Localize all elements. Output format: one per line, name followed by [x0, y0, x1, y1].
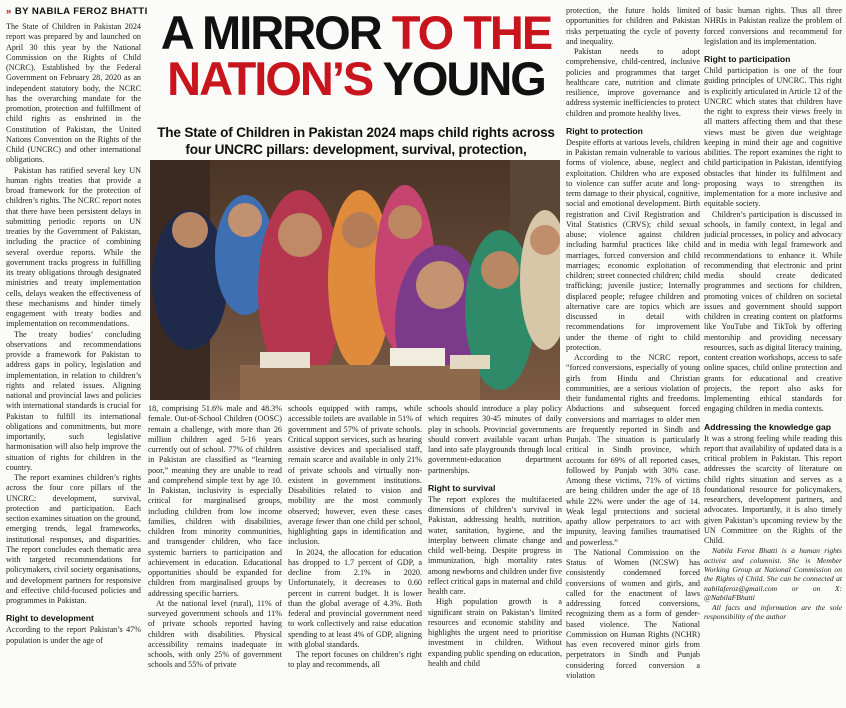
heading-right-to-protection: Right to protection [566, 125, 643, 136]
col4-paragraph-2: The report explores the multifaceted dimensions of children’s survival in Pakistan, addressing health, nutrition, water, sanitation, hygiene, and the interplay between climate change and child well-being. Despite progress in immunization, high mortality rates among newborns and children under five reflect critical gaps in maternal and child health care. [428, 494, 562, 596]
byline-author: BY NABILA FEROZ BHATTI [14, 6, 148, 17]
col3-paragraph-2: In 2024, the allocation for education has dropped to 1.7 percent of GDP, a decline from 2.1% in 2020. Unfortunately, it decreases to 0.60 percent in current budget. It is lower than the global average of 4.3%. Both federal and provincial government need to work collectively and raise education spending to at least 4% of GDP, aligning with global standards. [288, 547, 422, 649]
headline-line-2 [150, 52, 562, 105]
col5-paragraph-1: protection, the future holds limited opportunities for children and Pakistan risks perpetuating the cycle of poverty and inequality. [566, 6, 700, 46]
article-column-6 [704, 6, 842, 708]
children-classroom-photo [150, 160, 560, 400]
heading-right-to-participation: Right to participation [704, 54, 791, 64]
col4-paragraph-1: schools should introduce a play policy which requires 30-45 minutes of daily play in schools. Provincial governments should convert available vacant urban land into safe playgrounds through local government-education department partnerships. [428, 404, 562, 475]
headline [150, 6, 562, 105]
col1-paragraph-5: According to the report Pakistan’s 47% population is under the age of [6, 625, 141, 645]
col1-paragraph-3: The treaty bodies’ concluding observations and recommendations provide a framework for Pakistan to address gaps in policy, legislation and implementation, in relation to children’s rights and related issues. Aligning national and provincial laws and policies with international standards is crucial for Pakistan to fulfill its international obligations and commitments, but more importantly, such legislative harmonisation will also help improve the situation of rights for children in the country. [6, 329, 141, 472]
article-column-3 [288, 404, 422, 708]
col6-paragraph-1: of basic human rights. Thus all three NHRIs in Pakistan realize the problem of forced conversions and recommend for legislation and its implementation. [704, 6, 842, 46]
col2-paragraph-2: At the national level (rural), 11% of surveyed government schools and 11% of private schools reported having children with disabilities. Physical accessibility remains inadequate in schools, with only 25% of government schools and 55% of private [148, 598, 282, 670]
subheadline: The State of Children in Pakistan 2024 maps child rights across four UNCRC pillars: development, survival, protection, [157, 125, 555, 157]
col3-paragraph-3: The report focuses on children’s right to play and recommends, all [288, 650, 422, 670]
col3-paragraph-1: schools equipped with ramps, while accessible toilets are available in 51% of government and 57% of private schools. Critical support services, such as hearing assistive devices and specialised staff, remain scarce and available in only 21% of private schools and virtually non-existent in government institutions. Disabilities related to vision and mobility are the most commonly observed; however, even these cases average fewer than one child per school, highlighting gaps in identification and inclusion. [288, 404, 422, 547]
headline-word-nations: NATION’S [167, 52, 373, 105]
col6-paragraph-2: Child participation is one of the four guiding principles of UNCRC. This right is explicitly articulated in Article 12 of the UNCRC which states that children have the right to express their views freely in all matters affecting them and that these views must be given due weightage keeping in mind their age and cognitive abilities. The report examines the right to child participation in Pakistan, identifying obstacles that hinder its fulfilment and proposing ways to strengthen its implementation for a more inclusive and equitable society. [704, 66, 842, 209]
headline-word-a-mirror: A MIRROR [160, 6, 381, 59]
col5-paragraph-2: Pakistan needs to adopt comprehensive, child-centred, inclusive policies and programmes that target healthcare care, nutrition and climate resilience, improve governance and address systemic inefficiencies to protect children and promote healthy lives. [566, 47, 700, 118]
col1-paragraph-4: The report examines children’s rights across the four core pillars of the UNCRC: development, survival, protection and participation. Each section examines situation on the ground, emerging trends, legal frameworks, institutional responses, and disparities. The report concludes each thematic area with targeted recommendations for policymakers, civil society organisations, and development partners for responsive and effective child-focused policies and programmes in Pakistan. [6, 473, 141, 605]
byline-arrow: » [6, 6, 12, 17]
col2-paragraph-1: 18, comprising 51.6% male and 48.3% female. Out-of-School Children (OOSC) remain a challenge, with more than 26 million children aged 5-16 years currently out of school. 77% of children in Pakistan are classified as “learning poor,” meaning they are unable to read and comprehend simple text by age 10. In Pakistan, inclusivity is especially critical for marginalised groups, including children from low income families, children with disabilities, children from minority communities, and transgender children, who face systemic barriers to participation and achievement in education. Educational opportunities should be expanded for children from marginalised groups by addressing specific barriers. [148, 404, 282, 598]
article-column-4 [428, 404, 562, 708]
col5-paragraph-5: The National Commission on the Status of Women (NCSW) has consistently condemned forced conversions of women and girls, and called for the enactment of laws addressing forced conversions, recognizing them as a form of gender-based violence. The National Commission on Human Rights (NCHR) has even recovered minor girls from perpetrators in Sindh and Punjab considering forced conversion a violation [566, 547, 700, 680]
headline-word-to-the: TO THE [391, 6, 552, 59]
article-column-1 [6, 22, 141, 708]
heading-right-to-survival: Right to survival [428, 482, 496, 493]
children-classroom-photo-icon [150, 160, 560, 400]
col1-paragraph-2: Pakistan has ratified several key UN human rights treaties that provide a broad framework for the protection of children’s rights. The NCRC report notes that there have been persistent delays in submitting periodic reports on UN treaties by the Government of Pakistan, including the practice of combining several overdue reports. While the government tracks progress in fulfilling its treaty obligations through designated ministries and treaty implementation cells, delays weaken the effectiveness of these mechanisms and hinder timely engagement with treaty bodies and implementation on recommendations. [6, 165, 141, 329]
col5-paragraph-3: Despite efforts at various levels, children in Pakistan remain vulnerable to various forms of violence, abuse, neglect and exploitation. Children who are exposed to violence can suffer acute and long-term damage to their physical, cognitive, social and emotional development. Birth registration and Civil Registration and Vital Statistics (CRVS); child sexual abuse; violence against children including harmful practices like child marriages, forced conversion and child marriages; economic exploitation of children; street connected children; child trafficking; juvenile justice; Internally displaced people; refugee children and alternative care are topics which are discussed in detail with recommendations for improvement under the theme of right to child protection. [566, 137, 700, 352]
author-bio: Nabila Feroz Bhatti is a human rights activist and columnist. She is Member Working Group at National Commission on the Rights of Child. She can be connected at nabilaferoz@gmail.com or on X: @NabilaFBhatti [704, 546, 842, 603]
headline-line-1 [150, 6, 562, 59]
col6-paragraph-4: It was a strong feeling while reading this report that availability of updated data is a critical problem in Pakistan. This report addresses the scarcity of literature on child rights situation and serves as a foundational resource for policymakers, researchers, development partners, and advocates. Importantly, it is also timely given Pakistan’s upcoming review by the UN Committee on the Rights of the Child. [704, 433, 842, 545]
col1-paragraph-1: The State of Children in Pakistan 2024 report was prepared by and launched on April 30 this year by the National Commission on the Rights of Child (NCRC). Established by the Federal Government on February 28, 2020 as an independent statutory body, the NCRC has the overarching mandate for the promotion, protection and fulfillment of child rights as enshrined in the Constitution of Pakistan, the United Nations Convention on the Rights of the Child (UNCRC) and other international obligations. [6, 22, 141, 165]
heading-right-to-development: Right to development [6, 613, 94, 624]
byline [6, 6, 148, 17]
col5-paragraph-4: According to the NCRC report, “forced conversions, especially of young girls from Hindu and Christian communities, are a serious violation of their fundamental rights and freedoms. Abductions and subsequent forced conversions and marriages to older men are frequently reported in Sindh and Punjab. The situation is particularly critical in Sindh province, which accounts for 69% of all reported cases, followed by Punjab with 30% case. Among these victims, 71% of victims are being children under the age of 18 while 22% were under the age of 14. Weak legal protections and societal apathy allow perpetrators to act with impunity, leaving families traumatised and powerless.” [566, 353, 700, 547]
author-disclaimer: All facts and information are the sole responsibility of the author [704, 602, 842, 622]
heading-addressing-knowledge-gap: Addressing the knowledge gap [704, 421, 832, 432]
article-column-2 [148, 404, 282, 708]
col6-paragraph-3: Children’s participation is discussed in schools, in family context, in legal and judicial processes, in policy and advocacy and in media with legal framework and recommendations to enhance it. While recommending that electronic and print media should create dedicated programmes and sections for children, promoting voices of children on societal issues and government should support children in creating content on platforms like YouTube and TikTok by offering mentorship and providing necessary resources, such as digital literacy training, content creation workshops, access to safe online spaces, child online protection and grants for educational and creative projects, the report also asks for Implementing ethical standards for engaging children in media contexts. [704, 209, 842, 414]
article-column-5 [566, 6, 700, 708]
headline-word-young: YOUNG [382, 52, 545, 105]
col4-paragraph-3: High population growth is a significant strain on Pakistan’s limited resources and economic stability and highlights the urgent need to prioritise investment in children. Without expanding public spending on education, health and child [428, 597, 562, 668]
